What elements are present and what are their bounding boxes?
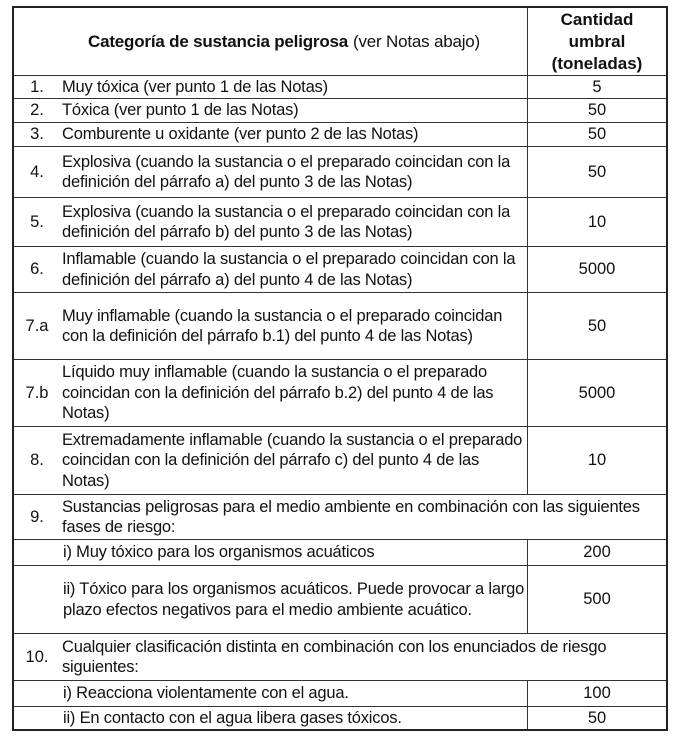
row-number: 9. (30, 507, 44, 526)
row-amount: 5000 (527, 247, 666, 292)
group-description: Cualquier clasificación distinta en combinación con los enunciados de riesgo siguientes: (62, 637, 607, 676)
row-amount: 5 (527, 76, 666, 98)
category-header-note: (ver Notas abajo) (353, 31, 481, 51)
table-row (14, 123, 666, 147)
sub-row (14, 566, 666, 634)
row-amount: 5000 (527, 360, 666, 426)
row-number: 7.a (25, 316, 49, 335)
category-header (88, 8, 526, 75)
table-row (14, 76, 666, 99)
row-number: 6. (30, 260, 44, 278)
row-description: Comburente u oxidante (ver punto 2 de las Notas) (62, 125, 419, 144)
row-description: Extremadamente inflamable (cuando la sustancia o el preparado coincidan con la definición del párrafo c) del punto 4 de las Notas) (62, 430, 523, 490)
group-description: Sustancias peligrosas para el medio ambiente en combinación con las siguientes fases de riesgo: (62, 497, 640, 536)
row-description: Tóxica (ver punto 1 de las Notas) (62, 101, 299, 120)
table-row (14, 198, 666, 247)
sub-row (14, 681, 666, 707)
amount-header-line2: umbral (568, 31, 626, 51)
row-amount: 50 (527, 147, 666, 197)
row-description: Inflamable (cuando la sustancia o el preparado coincidan con la definición del párrafo a) del punto 4 de las Notas) (62, 250, 516, 289)
row-amount: 50 (527, 123, 666, 146)
sub-row (14, 707, 666, 729)
sub-row (14, 540, 666, 566)
row-description: Explosiva (cuando la sustancia o el preparado coincidan con la definición del párrafo a) del punto 3 de las Notas) (62, 152, 511, 191)
category-header-bold: Categoría de sustancia peligrosa (88, 31, 349, 51)
row-amount: 50 (527, 707, 666, 729)
table-row (14, 427, 666, 495)
row-description: Explosiva (cuando la sustancia o el preparado coincidan con la definición del párrafo b) del punto 3 de las Notas) (62, 202, 511, 241)
amount-header-line1: Cantidad (560, 9, 634, 29)
row-amount: 10 (527, 427, 666, 494)
sub-row-description: ii) Tóxico para los organismos acuáticos. Puede provocar a largo plazo efectos negativos para el medio ambiente acuático. (63, 580, 525, 619)
row-number: 2. (30, 101, 44, 119)
row-number: 5. (30, 212, 44, 231)
row-amount: 200 (527, 540, 666, 565)
table-row (14, 360, 666, 427)
row-number: 10. (25, 647, 49, 666)
row-number: 8. (30, 451, 44, 469)
row-amount: 500 (527, 566, 666, 633)
sub-row-description: i) Muy tóxico para los organismos acuáticos (63, 543, 375, 562)
sub-row-description: ii) En contacto con el agua libera gases tóxicos. (63, 708, 402, 727)
table-row (14, 247, 666, 293)
row-amount: 50 (527, 99, 666, 122)
amount-header (527, 8, 666, 75)
group-heading-row (14, 634, 666, 681)
row-amount: 50 (527, 293, 666, 359)
row-amount: 10 (527, 198, 666, 246)
sub-row-description: i) Reacciona violentamente con el agua. (63, 684, 349, 703)
table-row (14, 99, 666, 123)
table-row (14, 293, 666, 360)
row-number: 3. (30, 125, 44, 143)
table-row (14, 147, 666, 198)
threshold-table (12, 6, 668, 731)
row-number: 1. (30, 77, 44, 96)
table-header-row (14, 8, 666, 76)
row-description: Muy inflamable (cuando la sustancia o el preparado coincidan con la definición del párrafo b.1) del punto 4 de las Notas) (62, 306, 503, 345)
row-description: Líquido muy inflamable (cuando la sustancia o el preparado coincidan con la definición del párrafo b.2) del punto 4 de las Notas) (62, 363, 494, 423)
row-amount: 100 (527, 681, 666, 706)
amount-header-line3: (toneladas) (551, 53, 643, 73)
row-description: Muy tóxica (ver punto 1 de las Notas) (62, 77, 328, 96)
group-heading-row (14, 495, 666, 540)
row-number: 7.b (25, 383, 49, 402)
row-number: 4. (30, 162, 44, 181)
